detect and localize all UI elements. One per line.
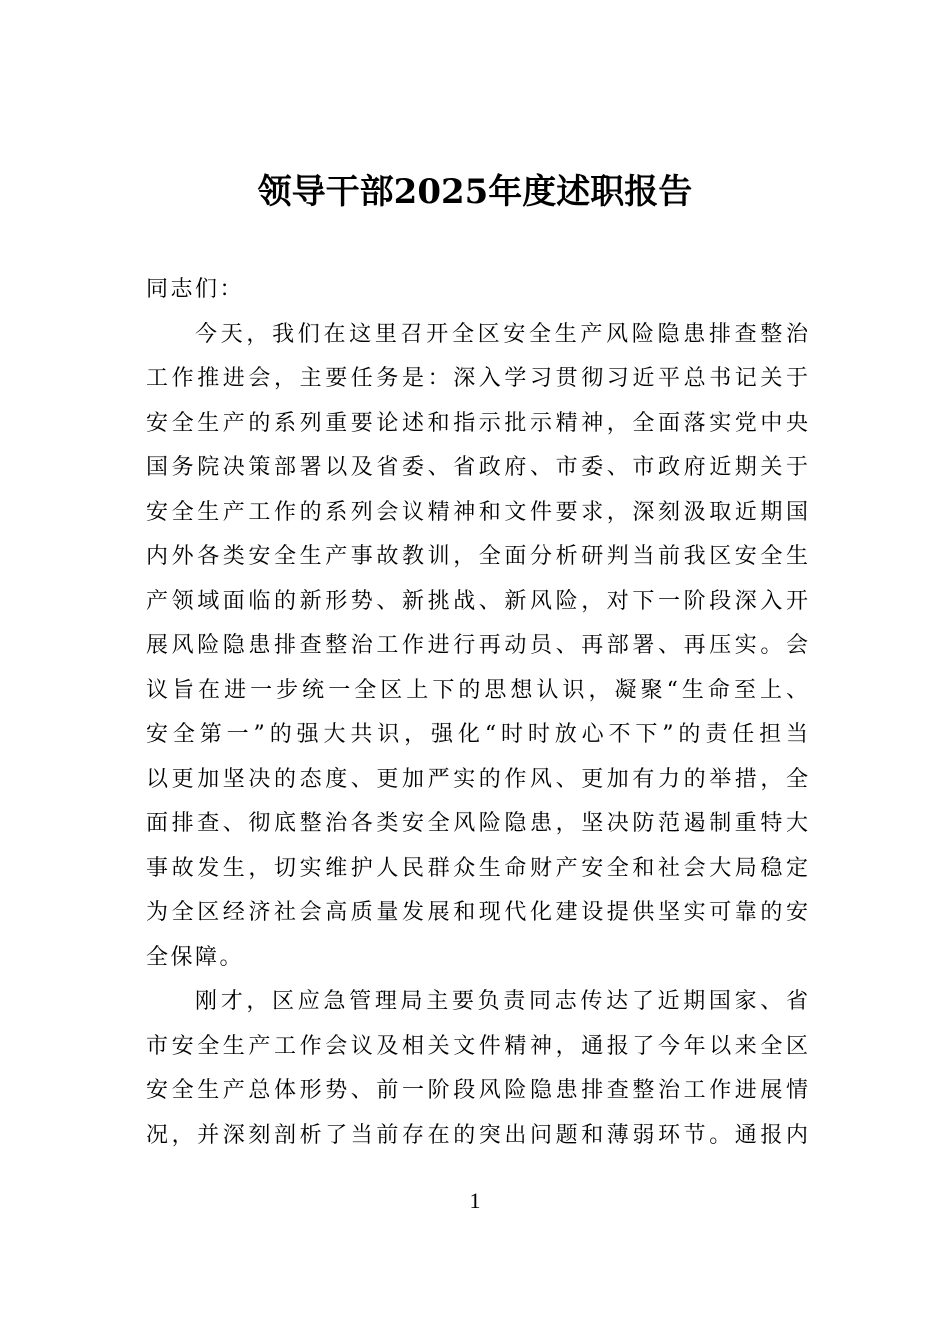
paragraph-1 [146, 313, 808, 981]
page-number: 1 [469, 1188, 481, 1213]
paragraph-line: 全保障。 [146, 944, 245, 970]
paragraph-line: 况，并深刻剖析了当前存在的突出问题和薄弱环节。通报内 [146, 1122, 808, 1148]
paragraph-line: 产领域面临的新形势、新挑战、新风险，对下一阶段深入开 [146, 588, 808, 614]
paragraph-line: 面排查、彻底整治各类安全风险隐患，坚决防范遏制重特大 [146, 811, 808, 836]
paragraph-line: 展风险隐患排查整治工作进行再动员、再部署、再压实。会 [146, 633, 808, 658]
paragraph-line: 国务院决策部署以及省委、省政府、市委、市政府近期关于 [146, 455, 808, 480]
document-body [146, 268, 808, 1158]
paragraph-line: 议旨在进一步统一全区上下的思想认识，凝聚“生命至上、 [146, 677, 808, 703]
document-title: 领导干部2025年度述职报告 [257, 172, 693, 212]
paragraph-line: 安全生产工作的系列会议精神和文件要求，深刻汲取近期国 [146, 499, 808, 525]
paragraph-line: 安全生产总体形势、前一阶段风险隐患排查整治工作进展情 [146, 1078, 808, 1103]
paragraph-line: 安全第一”的强大共识，强化“时时放心不下”的责任担当 [146, 722, 808, 747]
paragraph-line: 事故发生，切实维护人民群众生命财产安全和社会大局稳定 [146, 855, 808, 881]
salutation: 同志们： [146, 277, 245, 302]
paragraph-line: 为全区经济社会高质量发展和现代化建设提供坚实可靠的安 [146, 900, 808, 925]
paragraph-line: 今天，我们在这里召开全区安全生产风险隐患排查整治 [195, 321, 808, 347]
paragraph-2 [146, 980, 808, 1158]
paragraph-line: 以更加坚决的态度、更加严实的作风、更加有力的举措，全 [146, 766, 808, 792]
paragraph-line: 市安全生产工作会议及相关文件精神，通报了今年以来全区 [146, 1033, 808, 1059]
paragraph-line: 刚才，区应急管理局主要负责同志传达了近期国家、省 [195, 989, 808, 1014]
paragraph-line: 安全生产的系列重要论述和指示批示精神，全面落实党中央 [146, 410, 808, 436]
paragraph-line: 内外各类安全生产事故教训，全面分析研判当前我区安全生 [146, 544, 808, 569]
paragraph-line: 工作推进会，主要任务是：深入学习贯彻习近平总书记关于 [146, 366, 808, 391]
